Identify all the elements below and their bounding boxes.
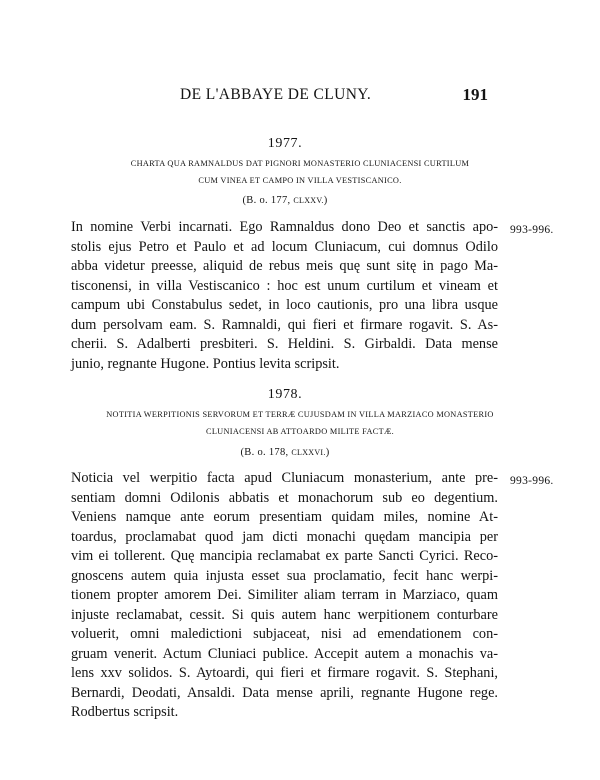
text-line: dum persolvam eam. S. Ramnaldi, qui fieri et firmare rogavit. S. As- (71, 316, 498, 333)
text-line: tionem propter amorem Dei. Similiter aliam terram in Marziaco, quam (71, 587, 498, 603)
reference-roman: CLXXVI. (291, 448, 326, 457)
text-line: abba videtur preesse, aliquid de rebus meis quę sunt sitę in pago Ma- (71, 258, 498, 274)
charter-rubric (60, 406, 540, 440)
text-line: In nomine Verbi incarnati. Ego Ramnaldus dono Deo et sanctis apo- (71, 219, 498, 235)
charter-text (71, 469, 498, 723)
charter-text (71, 218, 498, 374)
text-line: sentiam domni Odilonis abbatis et monachorum sub eo degentium. (71, 489, 498, 506)
text-line: lens xxv solidos. S. Aytoardi, qui fieri et firmare rogavit. S. Stephani, (71, 665, 498, 681)
reference-prefix: (B. o. 178, (240, 447, 289, 458)
rubric-line: CLUNIACENSI AB ATTOARDO MILITE FACTÆ. (205, 427, 395, 436)
text-line: tisconensi, in villa Vestiscanico : hoc est unum curtilum et vineam et (71, 277, 498, 294)
rubric-line: CUM VINEA ET CAMPO IN VILLA VESTISCANICO. (198, 176, 402, 185)
charter-number: 1977. (267, 136, 303, 151)
running-title: DE L'ABBAYE DE CLUNY. (180, 86, 372, 103)
reference-roman: CLXXV. (293, 196, 324, 205)
charter-reference (0, 447, 570, 458)
text-line: gnoscens autem quia injusta esset sua proclamatio, fecit hanc werpi- (71, 567, 498, 584)
text-line: stolis ejus Petro et Paulo et ad locum Cluniacum, cui domnus Odilo (71, 238, 498, 255)
rubric-line: CHARTA QUA RAMNALDUS DAT PIGNORI MONASTERIO CLUNIACENSI CURTILUM (130, 159, 470, 168)
text-line: junio, regnante Hugone. Pontius levita scripsit. (71, 355, 340, 372)
text-line: Rodbertus scripsit. (71, 704, 179, 720)
charter-rubric (60, 155, 540, 189)
text-line: vim ei tollerent. Quę mancipia reclamabat ex parte Sancti Cyrici. Reco- (71, 548, 498, 564)
reference-suffix: ) (323, 195, 328, 206)
text-line: cherii. S. Adalberti presbiteri. S. Heldini. S. Girbaldi. Data mense (71, 336, 498, 352)
text-line: injuste reclamabat, cessit. Si quis autem hanc werpitionem conturbare (71, 606, 498, 623)
text-line: voluerit, omni maledictioni subjaceat, nisi ad emendationem con- (71, 626, 498, 642)
text-line: gruam venerit. Actum Cluniaci publice. Accepit autem a monachis va- (71, 645, 498, 662)
rubric-line: NOTITIA WERPITIONIS SERVORUM ET TERRÆ CUJUSDAM IN VILLA MARZIACO MONASTERIO (106, 410, 494, 419)
reference-prefix: (B. o. 177, (242, 195, 291, 206)
margin-date: 993-996. (510, 475, 554, 487)
charter-reference (0, 195, 570, 206)
text-line: toardus, proclamabat quod jam dicti monachi quędam mancipia per (71, 528, 498, 545)
charter-number: 1978. (267, 387, 303, 402)
page-number: 191 (462, 85, 488, 104)
reference-suffix: ) (325, 447, 330, 458)
margin-date: 993-996. (510, 224, 554, 236)
text-line: campum ubi Constabulus sedet, in loco cautionis, pro una libra usque (71, 297, 498, 313)
text-line: Noticia vel werpitio facta apud Cluniacum monasterium, ante pre- (71, 470, 498, 486)
text-line: Bernardi, Deodati, Ansaldi. Data mense aprili, regnante Hugone rege. (71, 684, 498, 701)
text-line: Veniens namque ante eorum presentiam quidam miles, nomine At- (71, 509, 498, 525)
